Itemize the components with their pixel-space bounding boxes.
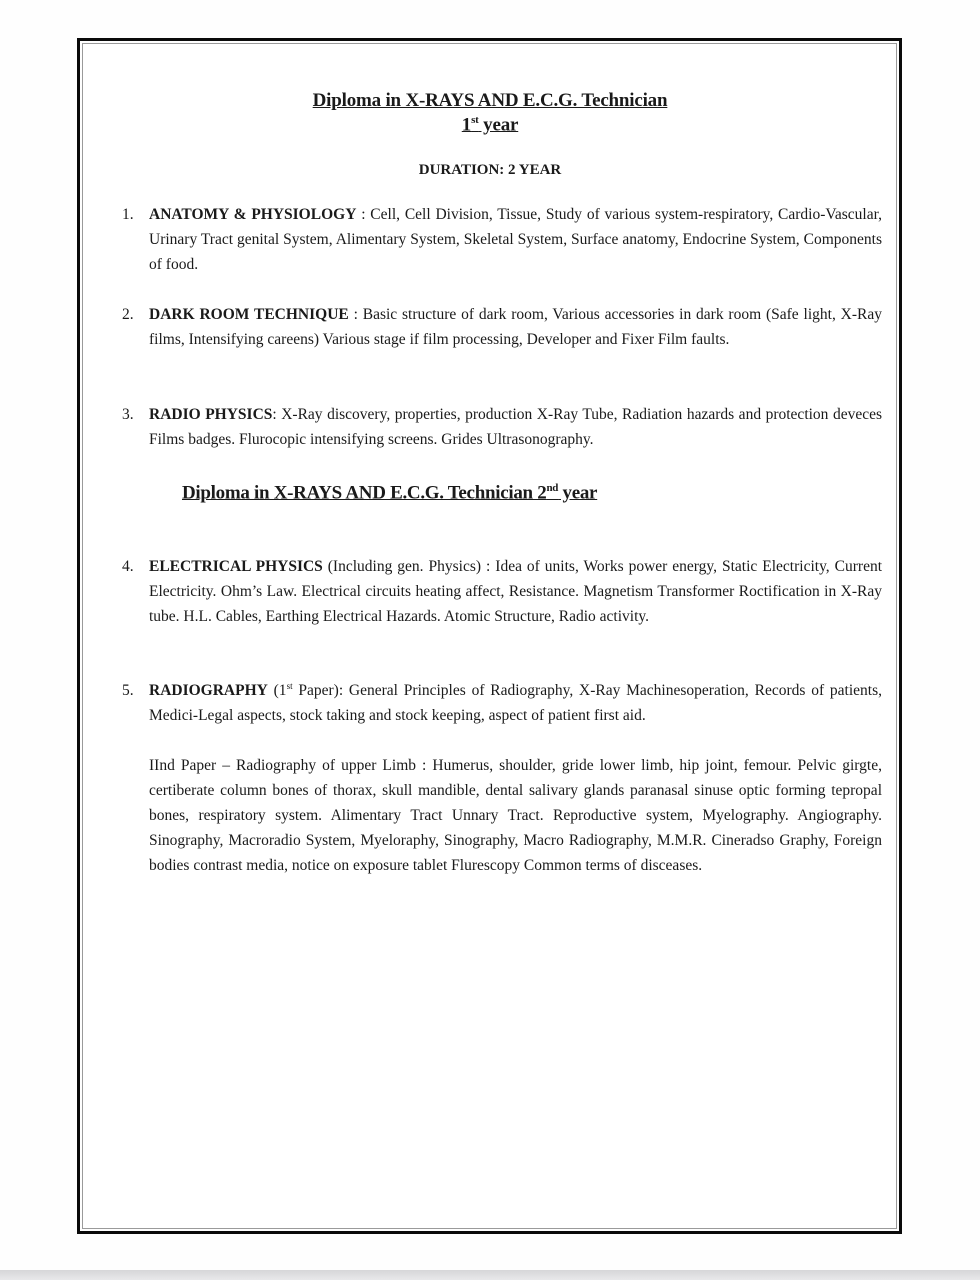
second-year-label: year <box>558 482 598 504</box>
item-subject: ANATOMY & PHYSIOLOGY <box>149 206 357 223</box>
item-superscript: st <box>286 680 293 691</box>
second-paper-paragraph: IInd Paper – Radiography of upper Limb : Humerus, shoulder, gride lower limb, hip joint, femour. Pelvic girgte, certiberate column bones of thorax, skull mandible, dental salivary glands paranasal sinuse optic forming tepropal bones, respiratory system. Alimentary Tract Unnary Tract. Reproductive system, Myelography. Angiography. Sinography, Macroradio System, Myeloraphy, Sinography, Macro Radiography, M.M.R. Cineradso Graphy, Foreign bodies contrast media, notice on exposure tablet Flurescopy Common terms of disceases. <box>149 757 882 874</box>
item-subject: DARK ROOM TECHNIQUE <box>149 306 349 323</box>
second-year-heading <box>182 482 597 504</box>
item-text: Paper): General Principles of Radiography, X-Ray Machinesoperation, Records of patients, Medici-Legal aspects, stock taking and stock keeping, aspect of patient first aid. <box>149 682 882 724</box>
item-subject: RADIO PHYSICS <box>149 406 273 423</box>
item-number: 2. <box>122 306 134 323</box>
first-year-number: 1 <box>461 114 472 136</box>
item-text: : X-Ray discovery, properties, production X-Ray Tube, Radiation hazards and protection deveces Films badges. Flurocopic intensifying screens. Grides Ultrasonography. <box>149 406 883 448</box>
first-year-superscript: st <box>471 114 479 126</box>
syllabus-item <box>122 202 882 277</box>
item-subject: ELECTRICAL PHYSICS <box>149 558 323 575</box>
syllabus-item <box>122 554 882 629</box>
item-number: 4. <box>122 558 134 575</box>
syllabus-item <box>122 302 882 352</box>
syllabus-item <box>122 402 883 452</box>
first-year-label: year <box>478 114 519 136</box>
item-text: : Cell, Cell Division, Tissue, Study of various system-respiratory, Cardio-Vascular, Urinary Tract genital System, Alimentary System, Skeletal System, Surface anatomy, Endocrine System, Components of food. <box>149 206 882 273</box>
second-year-superscript: nd <box>546 482 559 494</box>
document-title: Diploma in X-RAYS AND E.C.G. Technician <box>312 90 668 111</box>
first-year-heading <box>0 114 980 136</box>
second-year-title: Diploma in X-RAYS AND E.C.G. Technician 2 <box>182 482 547 504</box>
item-text: (Including gen. Physics) : Idea of units, Works power energy, Static Electricity, Current Electricity. Ohm’s Law. Electrical circuits heating affect, Resistance. Magnetism Transformer Roctification in X-Ray tube. H.L. Cables, Earthing Electrical Hazards. Atomic Structure, Radio activity. <box>149 558 882 625</box>
item-text: : Basic structure of dark room, Various accessories in dark room (Safe light, X-Ray films, Intensifying careens) Various stage if film processing, Developer and Fixer Film faults. <box>149 306 882 348</box>
viewer-bottom-bar <box>0 1270 980 1280</box>
syllabus-item <box>122 678 882 728</box>
item-pre: (1 <box>267 682 287 699</box>
item-subject: RADIOGRAPHY <box>149 682 268 699</box>
duration-label: DURATION: 2 YEAR <box>418 162 562 178</box>
item-number: 3. <box>122 406 134 423</box>
item-number: 1. <box>122 206 134 223</box>
item-number: 5. <box>122 682 134 699</box>
